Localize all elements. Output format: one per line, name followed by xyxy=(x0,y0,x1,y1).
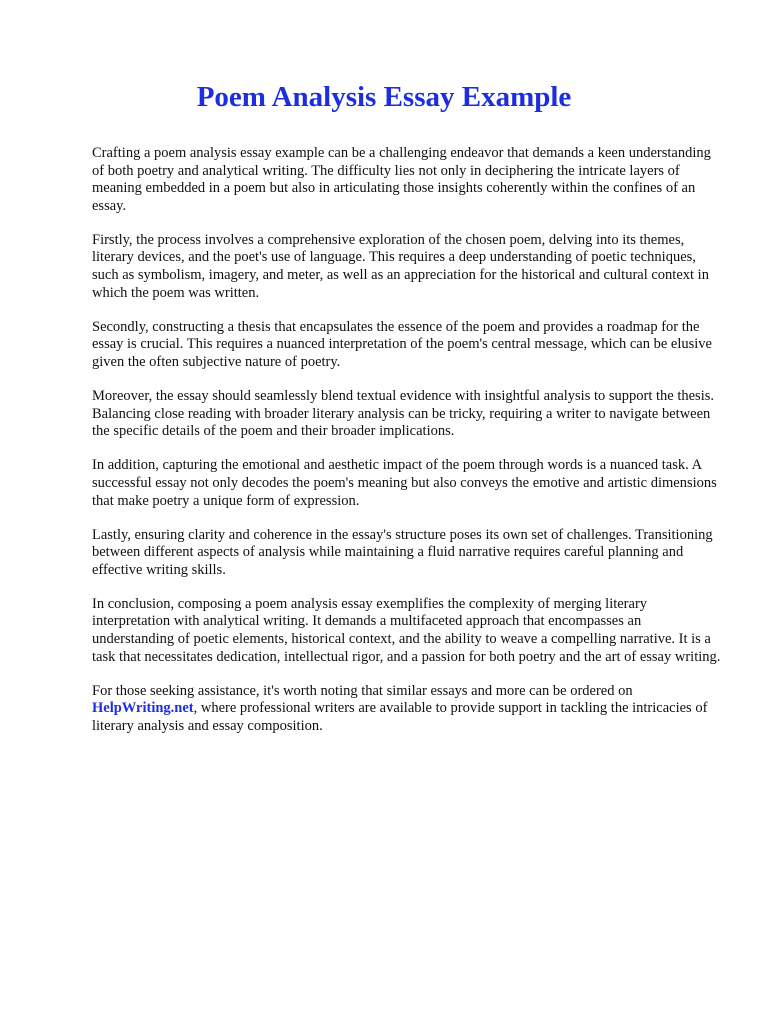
page-title: Poem Analysis Essay Example xyxy=(196,81,572,113)
paragraph-intro: Crafting a poem analysis essay example can be a challenging endeavor that demands a keen understanding of both poetry and analytical writing. The difficulty lies not only in deciphering the intricate layers of meaning embedded in a poem but also in articulating those insights coherently within the confines of an essay. xyxy=(92,145,711,214)
paragraph-moreover: Moreover, the essay should seamlessly blend textual evidence with insightful analysis to support the thesis. Balancing close reading with broader literary analysis can be tricky, requiring a writer to navigate between the specific details of the poem and their broader implications. xyxy=(92,388,714,440)
paragraph-lastly: Lastly, ensuring clarity and coherence in the essay's structure poses its own set of challenges. Transitioning between different aspects of analysis while maintaining a fluid narrative requires careful planning and effective writing skills. xyxy=(92,526,713,578)
paragraph-in-addition: In addition, capturing the emotional and aesthetic impact of the poem through words is a nuanced task. A successful essay not only decodes the poem's meaning but also conveys the emotive and artistic dimensions that make poetry a unique form of expression. xyxy=(92,457,717,509)
paragraph-closing xyxy=(92,683,722,736)
essay-body xyxy=(92,145,722,752)
helpwriting-link[interactable]: HelpWriting.net xyxy=(92,700,194,717)
closing-text-after-link: , where professional writers are available to provide support in tackling the intricacies of literary analysis and essay composition. xyxy=(92,700,708,734)
paragraph-secondly: Secondly, constructing a thesis that encapsulates the essence of the poem and provides a roadmap for the essay is crucial. This requires a nuanced interpretation of the poem's central message, which can be elusive given the often subjective nature of poetry. xyxy=(92,318,712,370)
closing-text-before-link: For those seeking assistance, it's worth noting that similar essays and more can be ordered on xyxy=(92,682,633,699)
paragraph-firstly: Firstly, the process involves a comprehensive exploration of the chosen poem, delving into its themes, literary devices, and the poet's use of language. This requires a deep understanding of poetic techniques, such as symbolism, imagery, and meter, as well as an appreciation for the historical and cultural context in which the poem was written. xyxy=(92,231,709,301)
paragraph-conclusion: In conclusion, composing a poem analysis essay exemplifies the complexity of merging literary interpretation with analytical writing. It demands a multifaceted approach that encompasses an understanding of poetic elements, historical context, and the ability to weave a compelling narrative. It is a task that necessitates dedication, intellectual rigor, and a passion for both poetry and the art of essay writing. xyxy=(92,595,721,665)
